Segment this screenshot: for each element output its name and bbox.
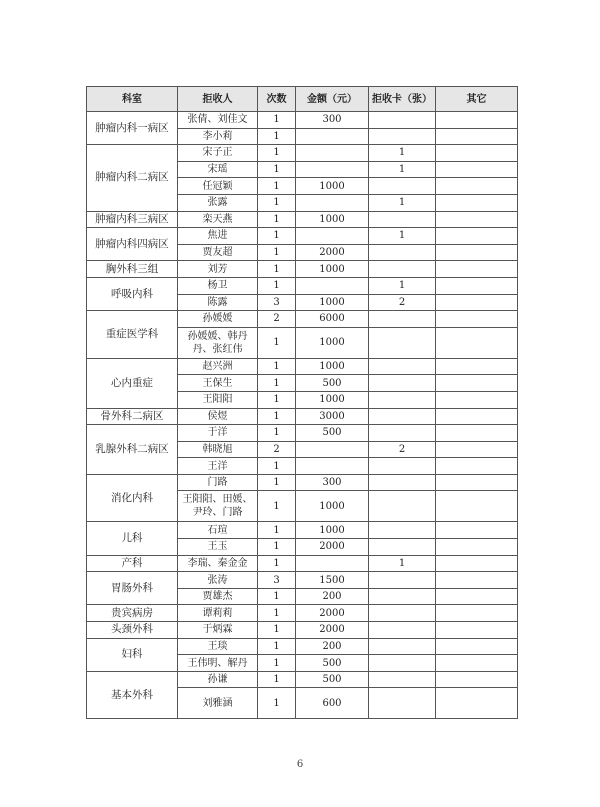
table-row bbox=[87, 277, 518, 294]
count-cell: 1 bbox=[258, 458, 296, 475]
count-cell: 1 bbox=[258, 358, 296, 375]
count-cell: 1 bbox=[258, 688, 296, 719]
count-cell: 1 bbox=[258, 391, 296, 408]
amount-cell: 500 bbox=[296, 425, 369, 442]
amount-cell: 200 bbox=[296, 638, 369, 655]
department-cell: 肿瘤内科二病区 bbox=[87, 145, 178, 211]
department-cell: 胸外科三组 bbox=[87, 261, 178, 278]
other-cell bbox=[436, 605, 518, 622]
header-refused-cards: 拒收卡（张） bbox=[369, 87, 436, 112]
department-cell: 胃肠外科 bbox=[87, 572, 178, 605]
table-row bbox=[87, 671, 518, 688]
refuser-cell: 谭莉莉 bbox=[178, 605, 258, 622]
refused-card-cell bbox=[369, 358, 436, 375]
count-cell: 1 bbox=[258, 211, 296, 228]
department-cell: 基本外科 bbox=[87, 671, 178, 719]
refuser-cell: 陈露 bbox=[178, 294, 258, 311]
other-cell bbox=[436, 311, 518, 328]
other-cell bbox=[436, 441, 518, 458]
amount-cell bbox=[296, 277, 369, 294]
department-cell: 心内重症 bbox=[87, 358, 178, 408]
department-cell: 产科 bbox=[87, 555, 178, 572]
refused-card-cell bbox=[369, 638, 436, 655]
refuser-cell: 韩晓旭 bbox=[178, 441, 258, 458]
amount-cell: 2000 bbox=[296, 539, 369, 556]
amount-cell bbox=[296, 161, 369, 178]
amount-cell: 1000 bbox=[296, 358, 369, 375]
department-cell: 消化内科 bbox=[87, 474, 178, 522]
refuser-cell: 于洋 bbox=[178, 425, 258, 442]
department-cell: 乳腺外科二病区 bbox=[87, 425, 178, 475]
refused-card-cell bbox=[369, 261, 436, 278]
refuser-cell: 任冠颖 bbox=[178, 178, 258, 195]
amount-cell: 1000 bbox=[296, 491, 369, 522]
refuser-cell: 刘雅涵 bbox=[178, 688, 258, 719]
refused-card-cell: 1 bbox=[369, 277, 436, 294]
department-cell: 重症医学科 bbox=[87, 311, 178, 359]
other-cell bbox=[436, 145, 518, 162]
refused-card-cell: 1 bbox=[369, 161, 436, 178]
table-header-row bbox=[87, 87, 518, 112]
amount-cell: 1000 bbox=[296, 391, 369, 408]
refuser-cell: 宋瑶 bbox=[178, 161, 258, 178]
amount-cell bbox=[296, 228, 369, 245]
table-row bbox=[87, 572, 518, 589]
refused-card-cell bbox=[369, 311, 436, 328]
department-cell: 骨外科二病区 bbox=[87, 408, 178, 425]
refuser-cell: 李瑞、秦金金 bbox=[178, 555, 258, 572]
count-cell: 2 bbox=[258, 441, 296, 458]
amount-cell: 1000 bbox=[296, 522, 369, 539]
refuser-cell: 张涛 bbox=[178, 572, 258, 589]
refuser-cell: 石瑄 bbox=[178, 522, 258, 539]
amount-cell: 500 bbox=[296, 671, 369, 688]
refused-card-cell: 1 bbox=[369, 194, 436, 211]
count-cell: 1 bbox=[258, 228, 296, 245]
header-count: 次数 bbox=[258, 87, 296, 112]
table-row bbox=[87, 145, 518, 162]
other-cell bbox=[436, 161, 518, 178]
amount-cell bbox=[296, 128, 369, 145]
table-row bbox=[87, 425, 518, 442]
amount-cell bbox=[296, 194, 369, 211]
other-cell bbox=[436, 522, 518, 539]
amount-cell: 3000 bbox=[296, 408, 369, 425]
refuser-cell: 栾天燕 bbox=[178, 211, 258, 228]
amount-cell: 1000 bbox=[296, 211, 369, 228]
other-cell bbox=[436, 294, 518, 311]
refuser-cell: 王洋 bbox=[178, 458, 258, 475]
refuser-cell: 王琰 bbox=[178, 638, 258, 655]
refused-card-cell bbox=[369, 128, 436, 145]
other-cell bbox=[436, 638, 518, 655]
refused-card-cell bbox=[369, 522, 436, 539]
other-cell bbox=[436, 671, 518, 688]
other-cell bbox=[436, 261, 518, 278]
other-cell bbox=[436, 622, 518, 639]
count-cell: 3 bbox=[258, 294, 296, 311]
refused-card-cell bbox=[369, 491, 436, 522]
count-cell: 1 bbox=[258, 244, 296, 261]
refused-card-cell bbox=[369, 588, 436, 605]
refused-card-cell bbox=[369, 671, 436, 688]
count-cell: 1 bbox=[258, 491, 296, 522]
amount-cell bbox=[296, 145, 369, 162]
refused-card-cell bbox=[369, 655, 436, 672]
refuser-cell: 刘芳 bbox=[178, 261, 258, 278]
refuser-cell: 孙媛媛、韩丹丹、张红伟 bbox=[178, 327, 258, 358]
refused-card-cell bbox=[369, 539, 436, 556]
table-row bbox=[87, 408, 518, 425]
other-cell bbox=[436, 194, 518, 211]
amount-cell: 1000 bbox=[296, 261, 369, 278]
refuser-cell: 于炳霖 bbox=[178, 622, 258, 639]
refuser-cell: 赵兴洲 bbox=[178, 358, 258, 375]
other-cell bbox=[436, 211, 518, 228]
other-cell bbox=[436, 572, 518, 589]
other-cell bbox=[436, 491, 518, 522]
amount-cell: 1000 bbox=[296, 294, 369, 311]
other-cell bbox=[436, 474, 518, 491]
other-cell bbox=[436, 425, 518, 442]
department-cell: 头颈外科 bbox=[87, 622, 178, 639]
other-cell bbox=[436, 128, 518, 145]
refuser-cell: 王阳阳 bbox=[178, 391, 258, 408]
table-row bbox=[87, 474, 518, 491]
count-cell: 1 bbox=[258, 145, 296, 162]
refused-card-cell bbox=[369, 391, 436, 408]
header-refuser: 拒收人 bbox=[178, 87, 258, 112]
table-row bbox=[87, 228, 518, 245]
refusal-table bbox=[86, 86, 518, 719]
refused-card-cell: 1 bbox=[369, 145, 436, 162]
table-row bbox=[87, 522, 518, 539]
refused-card-cell bbox=[369, 112, 436, 129]
count-cell: 1 bbox=[258, 375, 296, 392]
table-row bbox=[87, 211, 518, 228]
amount-cell: 6000 bbox=[296, 311, 369, 328]
amount-cell: 2000 bbox=[296, 622, 369, 639]
refused-card-cell: 2 bbox=[369, 441, 436, 458]
count-cell: 1 bbox=[258, 261, 296, 278]
amount-cell bbox=[296, 458, 369, 475]
count-cell: 1 bbox=[258, 539, 296, 556]
table-row bbox=[87, 555, 518, 572]
amount-cell: 1000 bbox=[296, 178, 369, 195]
other-cell bbox=[436, 408, 518, 425]
refuser-cell: 孙媛媛 bbox=[178, 311, 258, 328]
page-number: 6 bbox=[296, 759, 304, 770]
count-cell: 1 bbox=[258, 655, 296, 672]
amount-cell bbox=[296, 555, 369, 572]
department-cell: 儿科 bbox=[87, 522, 178, 555]
other-cell bbox=[436, 358, 518, 375]
count-cell: 1 bbox=[258, 161, 296, 178]
refuser-cell: 贾雄杰 bbox=[178, 588, 258, 605]
count-cell: 3 bbox=[258, 572, 296, 589]
refused-card-cell bbox=[369, 375, 436, 392]
refuser-cell: 贾友超 bbox=[178, 244, 258, 261]
count-cell: 1 bbox=[258, 671, 296, 688]
count-cell: 1 bbox=[258, 638, 296, 655]
refused-card-cell bbox=[369, 211, 436, 228]
amount-cell: 300 bbox=[296, 474, 369, 491]
refuser-cell: 张露 bbox=[178, 194, 258, 211]
amount-cell: 300 bbox=[296, 112, 369, 129]
refused-card-cell bbox=[369, 605, 436, 622]
refuser-cell: 门路 bbox=[178, 474, 258, 491]
department-cell: 呼吸内科 bbox=[87, 277, 178, 310]
amount-cell: 500 bbox=[296, 655, 369, 672]
other-cell bbox=[436, 178, 518, 195]
refused-card-cell bbox=[369, 425, 436, 442]
count-cell: 1 bbox=[258, 112, 296, 129]
other-cell bbox=[436, 112, 518, 129]
count-cell: 1 bbox=[258, 194, 296, 211]
other-cell bbox=[436, 539, 518, 556]
amount-cell: 600 bbox=[296, 688, 369, 719]
count-cell: 2 bbox=[258, 311, 296, 328]
department-cell: 贵宾病房 bbox=[87, 605, 178, 622]
count-cell: 1 bbox=[258, 277, 296, 294]
count-cell: 1 bbox=[258, 622, 296, 639]
other-cell bbox=[436, 228, 518, 245]
department-cell: 妇科 bbox=[87, 638, 178, 671]
table-row bbox=[87, 311, 518, 328]
other-cell bbox=[436, 375, 518, 392]
other-cell bbox=[436, 244, 518, 261]
refuser-cell: 李小莉 bbox=[178, 128, 258, 145]
department-cell: 肿瘤内科一病区 bbox=[87, 112, 178, 145]
amount-cell: 2000 bbox=[296, 605, 369, 622]
amount-cell: 500 bbox=[296, 375, 369, 392]
refuser-cell: 侯煜 bbox=[178, 408, 258, 425]
refuser-cell: 张倩、刘佳文 bbox=[178, 112, 258, 129]
count-cell: 1 bbox=[258, 327, 296, 358]
other-cell bbox=[436, 391, 518, 408]
department-cell: 肿瘤内科三病区 bbox=[87, 211, 178, 228]
refuser-cell: 焦进 bbox=[178, 228, 258, 245]
refused-card-cell: 2 bbox=[369, 294, 436, 311]
count-cell: 1 bbox=[258, 588, 296, 605]
count-cell: 1 bbox=[258, 522, 296, 539]
refused-card-cell bbox=[369, 178, 436, 195]
other-cell bbox=[436, 458, 518, 475]
table-row bbox=[87, 638, 518, 655]
header-amount: 金额（元） bbox=[296, 87, 369, 112]
table-body bbox=[87, 112, 518, 719]
table-row bbox=[87, 622, 518, 639]
refused-card-cell bbox=[369, 474, 436, 491]
table-row bbox=[87, 261, 518, 278]
refuser-cell: 杨卫 bbox=[178, 277, 258, 294]
count-cell: 1 bbox=[258, 425, 296, 442]
amount-cell: 200 bbox=[296, 588, 369, 605]
table-row bbox=[87, 358, 518, 375]
count-cell: 1 bbox=[258, 128, 296, 145]
refused-card-cell bbox=[369, 688, 436, 719]
refused-card-cell: 1 bbox=[369, 555, 436, 572]
count-cell: 1 bbox=[258, 408, 296, 425]
refuser-cell: 宋子正 bbox=[178, 145, 258, 162]
department-cell: 肿瘤内科四病区 bbox=[87, 228, 178, 261]
refused-card-cell bbox=[369, 408, 436, 425]
other-cell bbox=[436, 555, 518, 572]
refused-card-cell: 1 bbox=[369, 228, 436, 245]
refused-card-cell bbox=[369, 572, 436, 589]
header-department: 科室 bbox=[87, 87, 178, 112]
other-cell bbox=[436, 588, 518, 605]
refused-card-cell bbox=[369, 458, 436, 475]
table-row bbox=[87, 112, 518, 129]
refuser-cell: 王保生 bbox=[178, 375, 258, 392]
other-cell bbox=[436, 688, 518, 719]
amount-cell: 2000 bbox=[296, 244, 369, 261]
count-cell: 1 bbox=[258, 605, 296, 622]
refuser-cell: 王阳阳、田媛、尹玲、门路 bbox=[178, 491, 258, 522]
other-cell bbox=[436, 327, 518, 358]
amount-cell bbox=[296, 441, 369, 458]
refuser-cell: 王玉 bbox=[178, 539, 258, 556]
refuser-cell: 王伟明、解丹 bbox=[178, 655, 258, 672]
other-cell bbox=[436, 655, 518, 672]
refuser-cell: 孙谦 bbox=[178, 671, 258, 688]
refused-card-cell bbox=[369, 244, 436, 261]
amount-cell: 1500 bbox=[296, 572, 369, 589]
table-row bbox=[87, 605, 518, 622]
header-other: 其它 bbox=[436, 87, 518, 112]
amount-cell: 1000 bbox=[296, 327, 369, 358]
count-cell: 1 bbox=[258, 178, 296, 195]
count-cell: 1 bbox=[258, 555, 296, 572]
refused-card-cell bbox=[369, 327, 436, 358]
other-cell bbox=[436, 277, 518, 294]
refused-card-cell bbox=[369, 622, 436, 639]
count-cell: 1 bbox=[258, 474, 296, 491]
